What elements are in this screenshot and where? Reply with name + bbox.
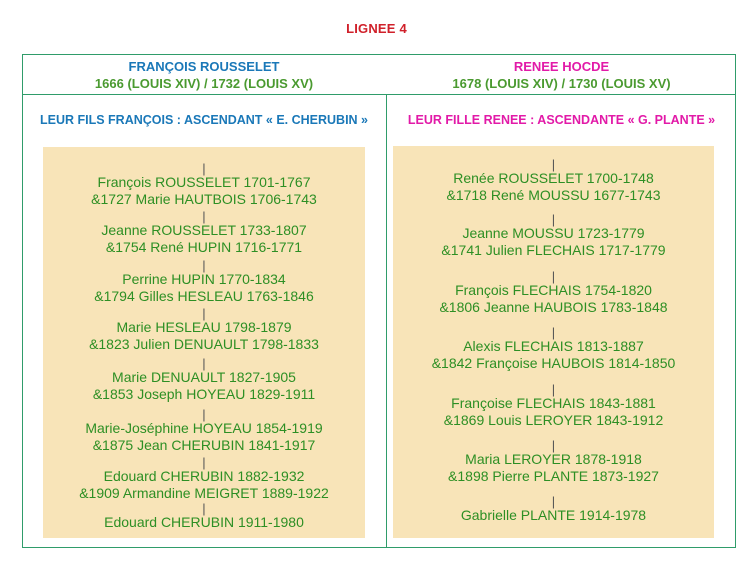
descendant-line: Perrine HUPIN 1770-1834 xyxy=(122,271,286,287)
lineage-entry xyxy=(43,307,365,353)
descendant-line: Françoise FLECHAIS 1843-1881 xyxy=(451,395,656,411)
marriage-line: &1909 Armandine MEIGRET 1889-1922 xyxy=(79,485,329,501)
connector-bar: | xyxy=(551,212,556,227)
connector-bar: | xyxy=(551,438,556,453)
lineage-entry xyxy=(393,383,714,429)
left-lineage-box xyxy=(43,147,365,538)
descendant-line: Gabrielle PLANTE 1914-1978 xyxy=(460,507,647,523)
descendant-line: Maria LEROYER 1878-1918 xyxy=(465,451,642,467)
connector-bar: | xyxy=(202,306,206,321)
descendant-line: Jeanne ROUSSELET 1733-1807 xyxy=(101,222,307,238)
connector-bar: | xyxy=(202,407,206,422)
connector-bar: | xyxy=(551,157,556,172)
marriage-line: &1875 Jean CHERUBIN 1841-1917 xyxy=(92,437,316,453)
descendant-line: Jeanne MOUSSU 1723-1779 xyxy=(462,225,645,241)
marriage-line: &1718 René MOUSSU 1677-1743 xyxy=(446,187,661,203)
marriage-line: &1806 Jeanne HAUBOIS 1783-1848 xyxy=(439,299,668,315)
right-lineage-box xyxy=(393,146,714,538)
column-divider xyxy=(386,94,387,548)
connector-bar: | xyxy=(202,209,206,224)
right-parent-years: 1678 (LOUIS XIV) / 1730 (LOUIS XV) xyxy=(452,76,671,91)
right-lineage-heading: LEUR FILLE RENEE : ASCENDANTE « G. PLANTE » xyxy=(407,113,716,127)
connector-bar: | xyxy=(202,356,206,371)
descendant-line: Marie HESLEAU 1798-1879 xyxy=(116,319,292,335)
lineage-entry xyxy=(43,357,365,403)
right-parent-name: RENEE HOCDE xyxy=(513,59,610,74)
descendant-line: Alexis FLECHAIS 1813-1887 xyxy=(463,338,644,354)
marriage-line: &1754 René HUPIN 1716-1771 xyxy=(105,239,303,255)
descendant-line: Edouard CHERUBIN 1911-1980 xyxy=(104,514,304,530)
lineage-entry xyxy=(43,162,365,208)
lineage-entry xyxy=(393,326,714,372)
marriage-line: &1842 Françoise HAUBOIS 1814-1850 xyxy=(431,355,676,371)
connector-bar: | xyxy=(202,258,206,273)
right-parent-header xyxy=(387,58,736,92)
descendant-line: Edouard CHERUBIN 1882-1932 xyxy=(103,468,305,484)
connector-bar: | xyxy=(202,455,206,470)
lineage-entry xyxy=(393,213,714,259)
lineage-entry xyxy=(43,408,365,454)
lineage-entry xyxy=(393,270,714,316)
lineage-entry xyxy=(43,502,365,531)
header-divider xyxy=(22,94,736,95)
connector-bar: | xyxy=(202,161,206,176)
left-parent-name: FRANÇOIS ROUSSELET xyxy=(128,59,280,74)
lineage-entry xyxy=(393,439,714,485)
lineage-entry xyxy=(393,495,714,524)
lineage-entry xyxy=(43,456,365,502)
left-parent-years: 1666 (LOUIS XIV) / 1732 (LOUIS XV) xyxy=(94,76,314,91)
marriage-line: &1794 Gilles HESLEAU 1763-1846 xyxy=(94,288,314,304)
lineage-entry xyxy=(43,210,365,256)
descendant-line: Renée ROUSSELET 1700-1748 xyxy=(453,170,654,186)
marriage-line: &1823 Julien DENUAULT 1798-1833 xyxy=(89,336,319,352)
marriage-line: &1853 Joseph HOYEAU 1829-1911 xyxy=(92,386,316,402)
marriage-line: &1741 Julien FLECHAIS 1717-1779 xyxy=(441,242,666,258)
marriage-line: &1869 Louis LEROYER 1843-1912 xyxy=(443,412,664,428)
marriage-line: &1727 Marie HAUTBOIS 1706-1743 xyxy=(91,191,317,207)
connector-bar: | xyxy=(202,501,206,516)
connector-bar: | xyxy=(551,382,556,397)
left-parent-header xyxy=(22,58,386,92)
connector-bar: | xyxy=(551,494,556,509)
lineage-entry xyxy=(43,259,365,305)
lineage-entry xyxy=(393,158,714,204)
left-lineage-heading: LEUR FILS FRANÇOIS : ASCENDANT « E. CHERUBIN » xyxy=(39,113,369,127)
connector-bar: | xyxy=(551,269,556,284)
descendant-line: François ROUSSELET 1701-1767 xyxy=(97,174,311,190)
marriage-line: &1898 Pierre PLANTE 1873-1927 xyxy=(448,468,659,484)
descendant-line: Marie-Joséphine HOYEAU 1854-1919 xyxy=(85,420,323,436)
connector-bar: | xyxy=(551,325,556,340)
descendant-line: François FLECHAIS 1754-1820 xyxy=(455,282,652,298)
page-title: LIGNEE 4 xyxy=(346,21,407,36)
descendant-line: Marie DENUAULT 1827-1905 xyxy=(112,369,296,385)
